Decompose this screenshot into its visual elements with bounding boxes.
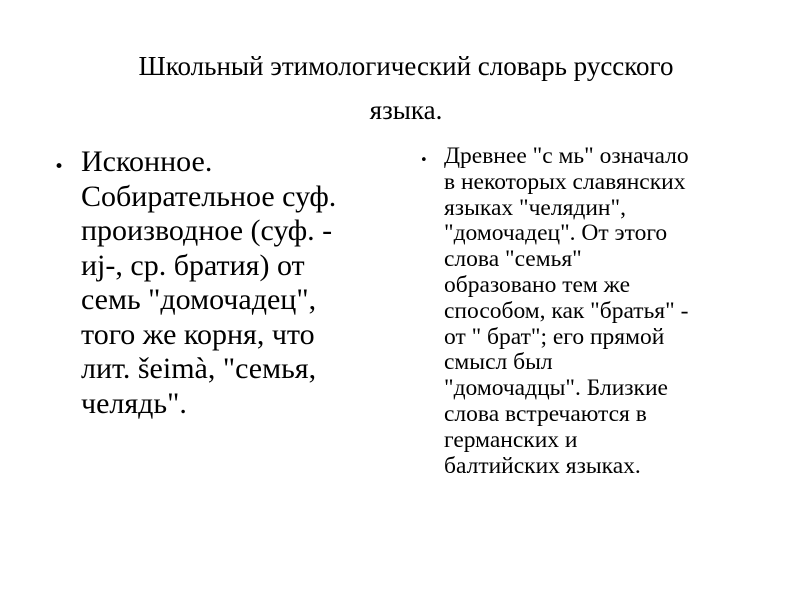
bullet-icon: •: [54, 157, 65, 177]
bullet-icon: •: [420, 153, 428, 168]
left-column: [52, 145, 397, 421]
left-bullet-item: [52, 145, 397, 421]
right-bullet-text: Древнее "с мь" означало в некоторых славянских языках "челядин", "домочадец". От этого слова "семья" образовано тем же способом, как "братья" - от " брат"; его прямой смысл был "домочадцы". Близкие слова встречаются в германских и балтийских языках.: [444, 143, 689, 479]
slide-title: Школьный этимологический словарь русского языка.: [138, 51, 674, 125]
left-bullet-text: Исконное. Собирательное суф. производное (суф. - иj-, ср. братия) от семь "домочадец", того же корня, что лит. šeimà, "семья, челядь".: [81, 145, 337, 420]
right-column: [418, 144, 763, 479]
right-bullet-item: [418, 144, 763, 479]
